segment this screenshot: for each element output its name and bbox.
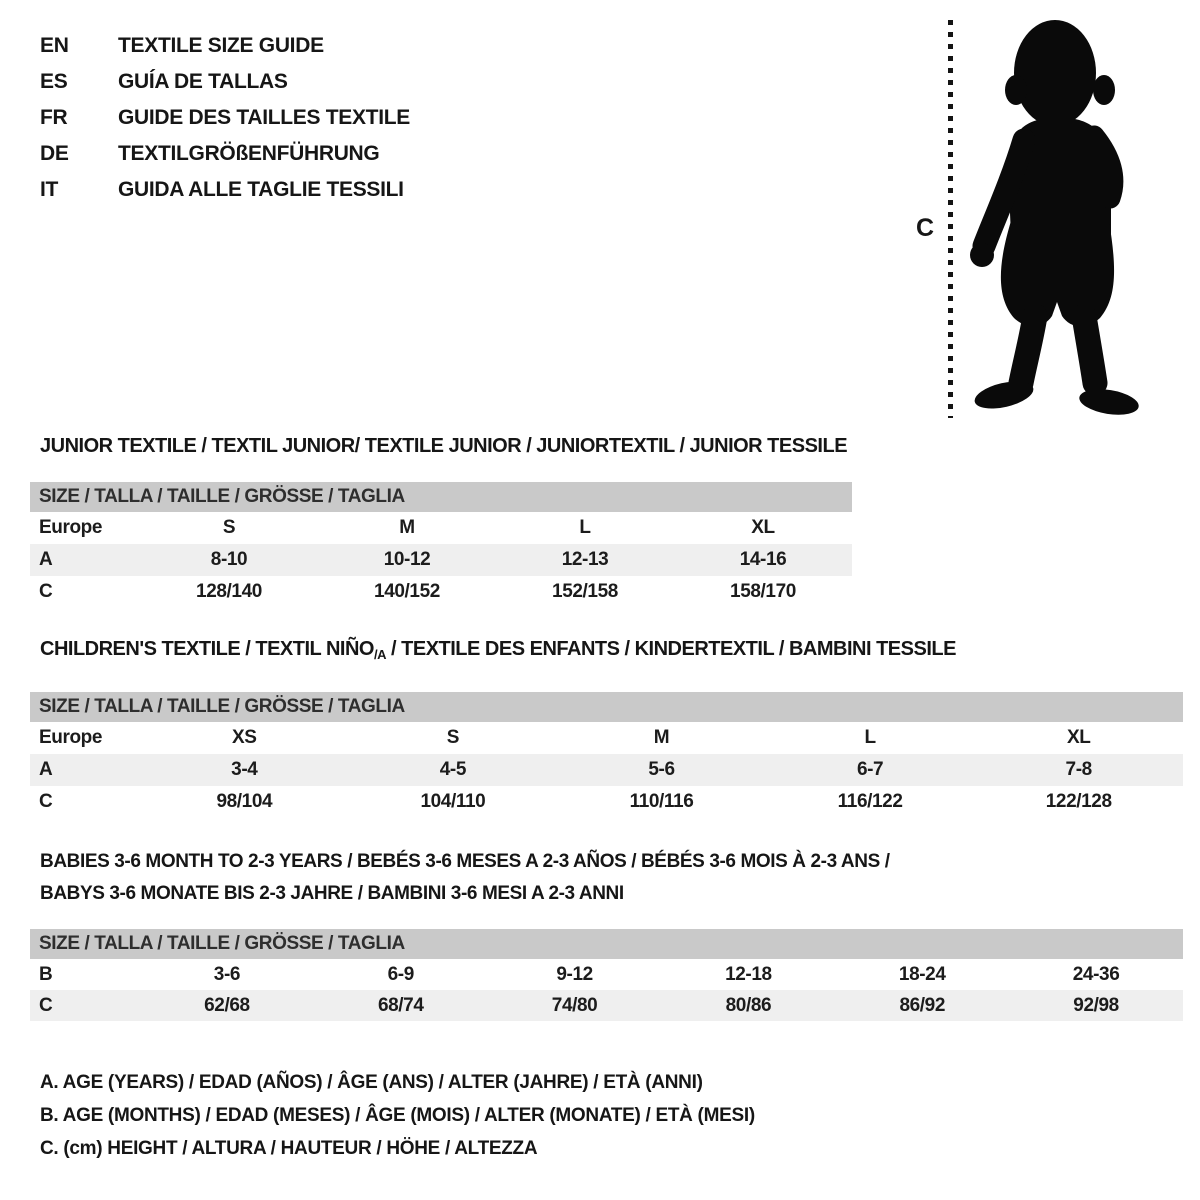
size-value: 14-16 bbox=[739, 549, 787, 570]
size-value: 6-7 bbox=[856, 759, 884, 780]
children-table-grid bbox=[30, 722, 1183, 818]
babies-title-line2: BABYS 3-6 MONATE BIS 2-3 JAHRE / BAMBINI 3-6 MESI A 2-3 ANNI bbox=[40, 883, 624, 904]
size-value: 9-12 bbox=[556, 963, 593, 985]
babies-title-line1: BABIES 3-6 MONTH TO 2-3 YEARS / BEBÉS 3-6 MESES A 2-3 AÑOS / BÉBÉS 3-6 MOIS À 2-3 ANS / bbox=[40, 851, 890, 872]
children-title-prefix: CHILDREN'S TEXTILE / TEXTIL NIÑO bbox=[40, 638, 374, 660]
row-label: A bbox=[39, 759, 53, 780]
language-code: EN bbox=[40, 34, 69, 57]
junior-size-table bbox=[30, 482, 852, 608]
table-row bbox=[30, 754, 1183, 786]
guide-title-en: TEXTILE SIZE GUIDE bbox=[118, 34, 324, 57]
size-value: 8-10 bbox=[210, 549, 248, 570]
size-value: 98/104 bbox=[216, 791, 273, 812]
table-row bbox=[30, 544, 852, 576]
size-value: 12-18 bbox=[725, 963, 772, 985]
size-value: 122/128 bbox=[1045, 791, 1112, 812]
size-value: 4-5 bbox=[439, 759, 467, 780]
size-value: 152/158 bbox=[552, 581, 618, 602]
size-value: 10-12 bbox=[383, 549, 431, 570]
junior-section-title: JUNIOR TEXTILE / TEXTIL JUNIOR/ TEXTILE JUNIOR / JUNIORTEXTIL / JUNIOR TESSILE bbox=[40, 435, 848, 457]
table-row bbox=[30, 786, 1183, 818]
size-value: L bbox=[864, 727, 876, 748]
guide-title-fr: GUIDE DES TAILLES TEXTILE bbox=[118, 106, 410, 129]
size-value: M bbox=[653, 727, 670, 748]
size-value: 62/68 bbox=[204, 994, 250, 1016]
size-value: 92/98 bbox=[1073, 994, 1119, 1016]
row-label: C bbox=[39, 791, 53, 812]
language-row-de bbox=[40, 136, 410, 172]
language-code: ES bbox=[40, 70, 68, 93]
children-title-suffix: / TEXTILE DES ENFANTS / KINDERTEXTIL / BAMBINI TESSILE bbox=[385, 638, 956, 660]
size-value: 7-8 bbox=[1065, 759, 1092, 780]
row-label: Europe bbox=[39, 517, 103, 538]
row-label: Europe bbox=[39, 727, 103, 748]
height-measure-dashed-line bbox=[948, 20, 953, 418]
size-value: 3-4 bbox=[231, 759, 258, 780]
size-value: 18-24 bbox=[898, 963, 946, 985]
measurement-legend bbox=[40, 1066, 755, 1165]
row-label: C bbox=[39, 994, 53, 1016]
language-title-list bbox=[40, 28, 410, 208]
size-value: 128/140 bbox=[196, 581, 262, 602]
size-value: 140/152 bbox=[374, 581, 440, 602]
babies-table-grid bbox=[30, 959, 1183, 1021]
size-value: 158/170 bbox=[730, 581, 796, 602]
language-row-es bbox=[40, 64, 410, 100]
language-code: IT bbox=[40, 178, 59, 201]
size-value: 3-6 bbox=[213, 963, 241, 985]
language-row-fr bbox=[40, 100, 410, 136]
language-code: FR bbox=[40, 106, 68, 129]
guide-title-es: GUÍA DE TALLAS bbox=[118, 70, 288, 93]
children-title-subscript: /A bbox=[373, 647, 386, 662]
legend-line-c: C. (cm) HEIGHT / ALTURA / HAUTEUR / HÖHE / ALTEZZA bbox=[40, 1138, 538, 1159]
size-value: 80/86 bbox=[725, 994, 772, 1016]
babies-size-table bbox=[30, 929, 1183, 1021]
babies-section-title bbox=[40, 846, 890, 910]
size-value: 68/74 bbox=[377, 994, 424, 1016]
size-value: 86/92 bbox=[899, 994, 945, 1016]
size-value: 74/80 bbox=[551, 994, 598, 1016]
table-row bbox=[30, 512, 852, 544]
toddler-silhouette-icon bbox=[962, 18, 1142, 420]
size-value: 5-6 bbox=[648, 759, 675, 780]
guide-title-de: TEXTILGRÖßENFÜHRUNG bbox=[118, 142, 380, 165]
table-row bbox=[30, 990, 1183, 1021]
language-code: DE bbox=[40, 142, 69, 165]
size-header-bar: SIZE / TALLA / TAILLE / GRÖSSE / TAGLIA bbox=[30, 482, 852, 512]
size-header-bar: SIZE / TALLA / TAILLE / GRÖSSE / TAGLIA bbox=[30, 692, 1183, 722]
size-value: S bbox=[222, 517, 236, 538]
size-value: XL bbox=[751, 517, 775, 538]
language-row-it bbox=[40, 172, 410, 208]
row-label: B bbox=[39, 963, 53, 985]
table-row bbox=[30, 576, 852, 608]
table-row bbox=[30, 959, 1183, 990]
size-value: XL bbox=[1066, 727, 1091, 748]
size-value: 104/110 bbox=[420, 791, 486, 812]
size-value: 6-9 bbox=[387, 963, 414, 985]
size-value: 24-36 bbox=[1072, 963, 1120, 985]
table-row bbox=[30, 722, 1183, 754]
guide-title-it: GUIDA ALLE TAGLIE TESSILI bbox=[118, 178, 404, 201]
legend-line-b: B. AGE (MONTHS) / EDAD (MESES) / ÂGE (MOIS) / ALTER (MONATE) / ETÀ (MESI) bbox=[40, 1105, 755, 1126]
size-value: 116/122 bbox=[837, 791, 903, 812]
height-measure-label: C bbox=[916, 214, 935, 242]
size-value: M bbox=[399, 517, 415, 538]
junior-table-grid bbox=[30, 512, 852, 608]
size-value: 110/116 bbox=[629, 791, 694, 812]
language-row-en bbox=[40, 28, 410, 64]
size-value: 12-13 bbox=[561, 549, 609, 570]
size-header-bar: SIZE / TALLA / TAILLE / GRÖSSE / TAGLIA bbox=[30, 929, 1183, 959]
row-label: C bbox=[39, 581, 53, 602]
children-section-title bbox=[40, 638, 956, 661]
legend-line-a: A. AGE (YEARS) / EDAD (AÑOS) / ÂGE (ANS) / ALTER (JAHRE) / ETÀ (ANNI) bbox=[40, 1072, 703, 1093]
row-label: A bbox=[39, 549, 53, 570]
size-value: XS bbox=[232, 727, 257, 748]
children-size-table bbox=[30, 692, 1183, 818]
size-value: L bbox=[579, 517, 591, 538]
size-value: S bbox=[446, 727, 460, 748]
